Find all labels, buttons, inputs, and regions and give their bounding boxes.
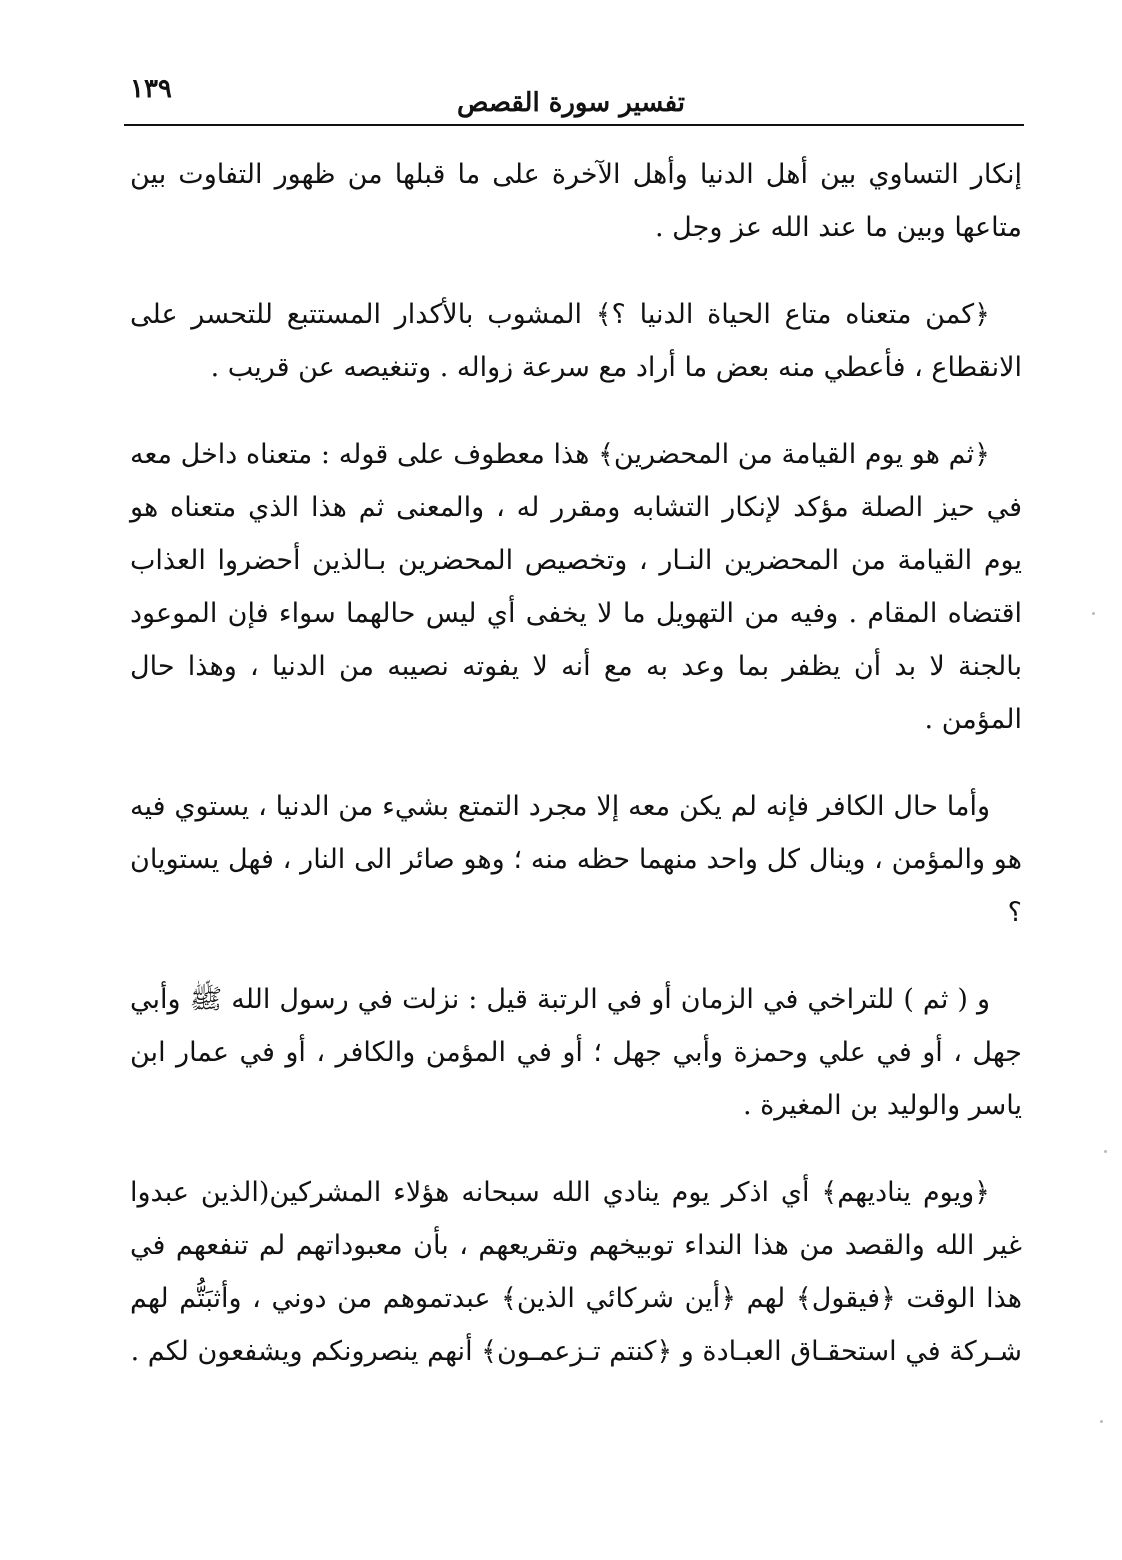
body-text — [130, 148, 1022, 1412]
header-divider — [124, 124, 1024, 126]
paragraph: ﴿كمن متعناه متاع الحياة الدنيا ؟﴾ المشوب بالأكدار المستتبع للتحسر على الانقطاع ، فأعطي منه بعض ما أراد مع سرعة زواله . وتنغيصه عن قريب . — [130, 299, 1022, 383]
paragraph: ﴿ثم هو يوم القيامة من المحضرين﴾ هذا معطوف على قوله : متعناه داخل معه في حيز الصلة مؤكد لإنكار التشابه ومقرر له ، والمعنى ثم هذا الذي متعناه هو يوم القيامة من المحضرين النـار ، وتخصيص المحضرين بـالذين أحضروا العذاب اقتضاه المقام . وفيه من التهويل ما لا يخفى أي ليس حالهما سواء فإن الموعود بالجنة لا بد أن يظفر بما وعد به مع أنه لا يفوته نصيبه من الدنيا ، وهذا حال المؤمن . — [130, 439, 1022, 735]
paragraph: و ( ثم ) للتراخي في الزمان أو في الرتبة قيل : نزلت في رسول الله ﷺ وأبي جهل ، أو في علي وحمزة وأبي جهل ؛ أو في المؤمن والكافر ، أو في عمار ابن ياسر والوليد بن المغيرة . — [130, 984, 1022, 1121]
running-title: تفسير سورة القصص — [457, 88, 685, 118]
scan-speck — [1104, 1150, 1107, 1153]
scan-speck — [1100, 1420, 1103, 1423]
page-number: ١٣٩ — [130, 74, 172, 104]
paragraph: إنكار التساوي بين أهل الدنيا وأهل الآخرة على ما قبلها من ظهور التفاوت بين متاعها وبين ما عند الله عز وجل . — [130, 159, 1022, 243]
paragraph: ﴿ويوم يناديهم﴾ أي اذكر يوم ينادي الله سبحانه هؤلاء المشركين(الذين عبدوا غير الله والقصد من هذا النداء توبيخهم وتقريعهم ، بأن معبوداتهم لم تنفعهم في هذا الوقت ﴿فيقول﴾ لهم ﴿أين شركائي الذين﴾ عبدتموهم من دوني ، وأثبَتُّم لهم شـركة في استحقـاق العبـادة و ﴿كنتم تـزعمـون﴾ أنهم ينصرونكم ويشفعون لكم . — [130, 1177, 1022, 1367]
scan-speck — [1092, 612, 1095, 615]
page-header — [120, 70, 1022, 130]
paragraph: وأما حال الكافر فإنه لم يكن معه إلا مجرد التمتع بشيء من الدنيا ، يستوي فيه هو والمؤمن ، وينال كل واحد منهما حظه منه ؛ وهو صائر الى النار ، فهل يستويان ؟ — [130, 791, 1022, 928]
